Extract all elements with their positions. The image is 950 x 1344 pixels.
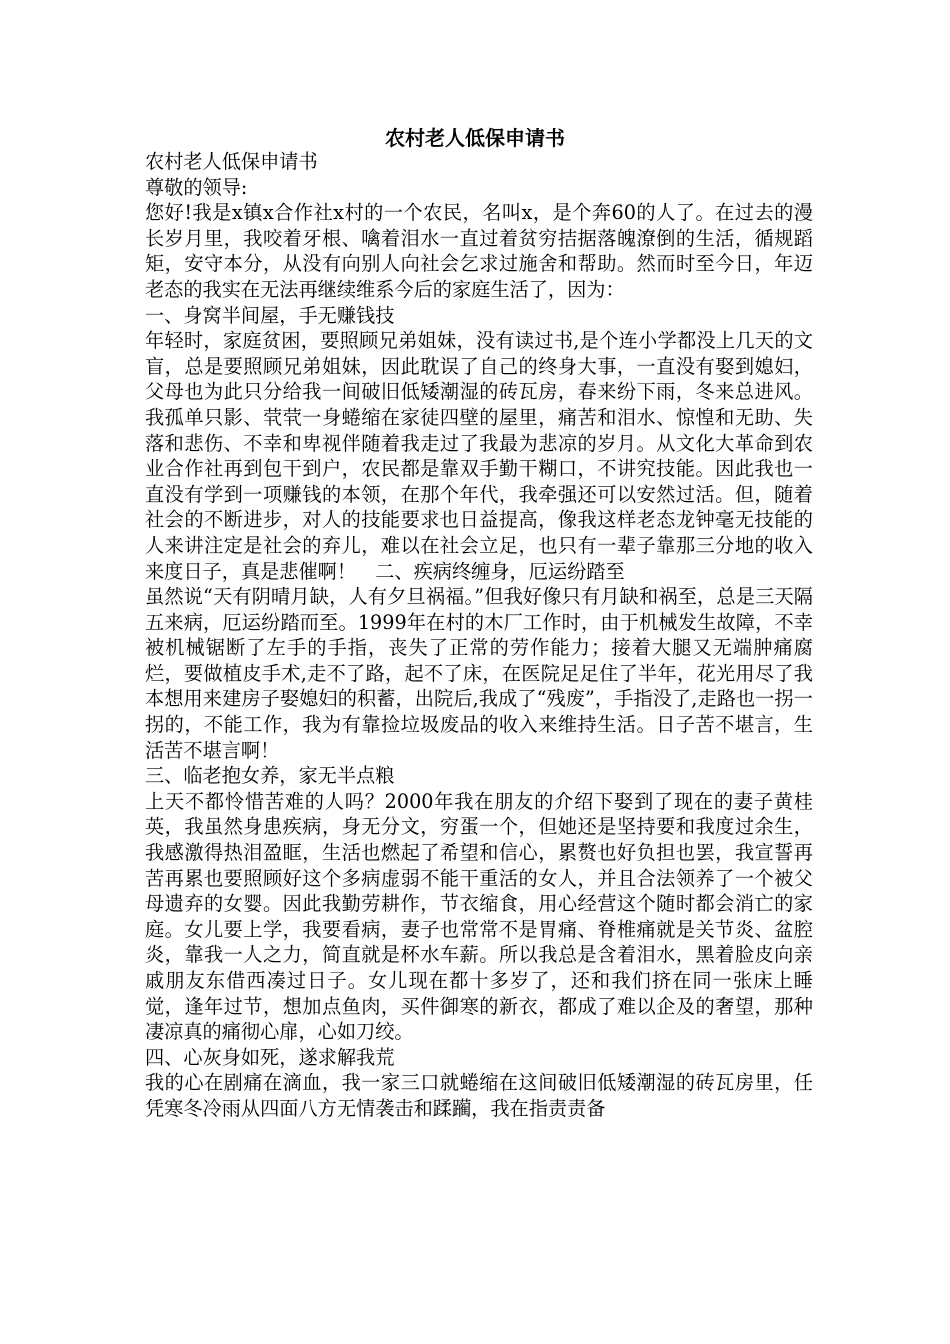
body-paragraph: 年轻时，家庭贫困，要照顾兄弟姐妹，没有读过书,是个连小学都没上几天的文盲，总是要照顾兄弟姐妹，因此耽误了自己的终身大事，一直没有娶到媳妇，父母也为此只分给我一间破旧低矮潮湿的砖瓦房，春来纷下雨，冬来总进风。我孤单只影、茕茕一身蜷缩在家徒四壁的屋里，痛苦和泪水、惊惶和无助、失落和悲伤、不幸和卑视伴随着我走过了我最为悲凉的岁月。从文化大革命到农业合作社再到包干到户，农民都是靠双手勤干糊口，不讲究技能。因此我也一直没有学到一项赚钱的本领，在那个年代，我牵强还可以安然过活。但，随着社会的不断进步，对人的技能要求也日益提高，像我这样老态龙钟毫无技能的人来讲注定是社会的弃儿，难以在社会立足，也只有一辈子靠那三分地的收入来度日子，真是悲催啊！ 二、疾病终缠身，厄运纷踏至: [145, 329, 813, 583]
document-title: 农村老人低保申请书: [385, 126, 565, 150]
body-paragraph: 虽然说“天有阴晴月缺，人有夕旦祸福。”但我好像只有月缺和祸至，总是三天隔五来病，厄运纷踏而至。1999年在村的木厂工作时，由于机械发生故障，不幸被机械锯断了左手的手指，丧失了正常的劳作能力；接着大腿又无端肿痛腐烂，要做植皮手术,走不了路，起不了床，在医院足足住了半年，花光用尽了我本想用来建房子娶媳妇的积蓄，出院后,我成了“残废”，手指没了,走路也一拐一拐的，不能工作，我为有靠捡垃圾废品的收入来维持生活。日子苦不堪言，生活苦不堪言啊！: [145, 585, 813, 762]
body-paragraph: 农村老人低保申请书: [145, 150, 318, 173]
body-paragraph: 我的心在剧痛在滴血，我一家三口就蜷缩在这间破旧低矮潮湿的砖瓦房里，任凭寒冬冷雨从四面八方无情袭击和蹂躏，我在指责责备: [145, 1071, 813, 1120]
salutation: 尊敬的领导:: [145, 175, 248, 199]
section-heading: 一、身窝半间屋，手无赚钱技: [145, 303, 395, 327]
section-heading: 三、临老抱女养，家无半点粮: [145, 764, 395, 788]
body-paragraph: 上天不都怜惜苦难的人吗？2000年我在朋友的介绍下娶到了现在的妻子黄桂英，我虽然身患疾病，身无分文，穷蛋一个，但她还是坚持要和我度过余生，我感激得热泪盈眶，生活也燃起了希望和信心，累赘也好负担也罢，我宣誓再苦再累也要照顾好这个多病虚弱不能干重活的女人，并且合法领养了一个被父母遗弃的女婴。因此我勤劳耕作，节衣缩食，用心经营这个随时都会消亡的家庭。女儿要上学，我要看病，妻子也常常不是胃痛、脊椎痛就是关节炎、盆腔炎，靠我一人之力，简直就是杯水车薪。所以我总是含着泪水，黑着脸皮向亲戚朋友东借西凑过日子。女儿现在都十多岁了，还和我们挤在同一张床上睡觉，逢年过节，想加点鱼肉，买件御寒的新衣，都成了难以企及的奢望，那种凄凉真的痛彻心扉，心如刀绞。: [145, 789, 813, 1044]
document-body: [145, 149, 813, 1122]
body-paragraph: 您好!我是x镇x合作社x村的一个农民，名叫x，是个奔60的人了。在过去的漫长岁月里，我咬着牙根、噙着泪水一直过着贫穷拮据落魄潦倒的生活，循规蹈矩，安守本分，从没有向别人向社会乞求过施舍和帮助。然而时至今日，年迈老态的我实在无法再继续维系今后的家庭生活了，因为：: [145, 201, 813, 301]
section-heading: 四、心灰身如死，遂求解我荒: [145, 1045, 395, 1069]
